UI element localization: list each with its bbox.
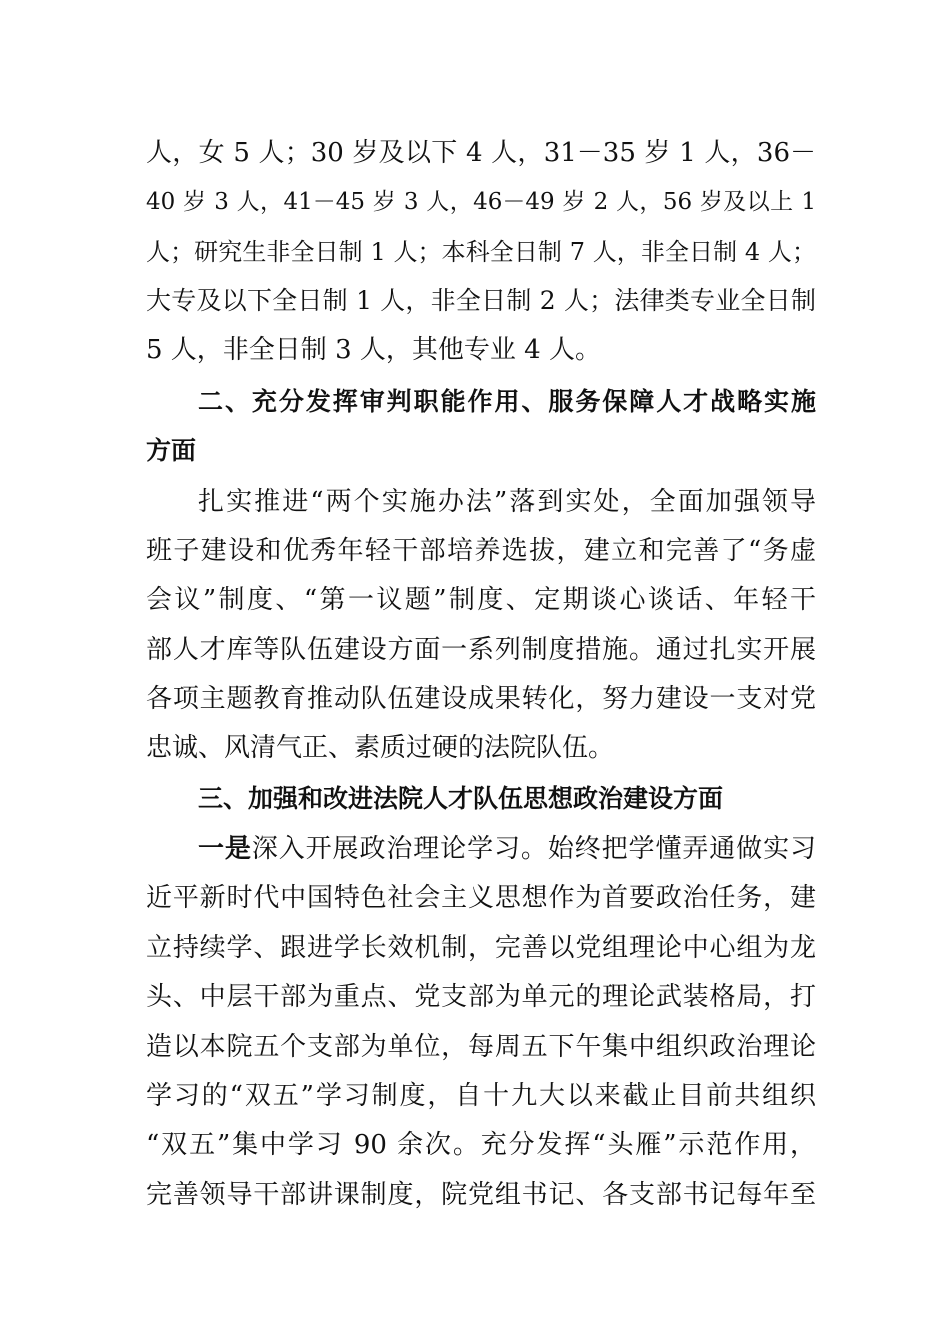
para3-line-6: 学习的“双五”学习制度，自十九大以来截止目前共组织	[146, 1081, 816, 1111]
section-heading-2-line-2: 方面	[146, 436, 197, 465]
para2-line-4: 部人才库等队伍建设方面一系列制度措施。通过扎实开展	[146, 635, 816, 665]
para2-line-3: 会议”制度、“第一议题”制度、定期谈心谈话、年轻干	[146, 585, 816, 615]
para1-line-5: 5 人，非全日制 3 人，其他专业 4 人。	[146, 335, 601, 365]
para3-line-2: 近平新时代中国特色社会主义思想作为首要政治任务，建	[146, 883, 816, 913]
para3-line-1	[198, 829, 816, 869]
para1-line-3: 人；研究生非全日制 1 人；本科全日制 7 人，非全日制 4 人；	[146, 238, 816, 266]
para3-line-4: 头、中层干部为重点、党支部为单元的理论武装格局，打	[146, 982, 816, 1012]
para2-line-2: 班子建设和优秀年轻干部培养选拔，建立和完善了“务虚	[146, 536, 816, 566]
para3-line-1-text: 深入开展政治理论学习。始终把学懂弄通做实习	[251, 834, 816, 864]
para2-line-6: 忠诚、风清气正、素质过硬的法院队伍。	[146, 733, 615, 763]
section-heading-2-line-1: 二、充分发挥审判职能作用、服务保障人才战略实施	[198, 387, 816, 416]
para3-line-3: 立持续学、跟进学长效机制，完善以党组理论中心组为龙	[146, 933, 816, 963]
para1-line-1: 人，女 5 人；30 岁及以下 4 人，31－35 岁 1 人，36－	[146, 138, 816, 168]
para2-line-5: 各项主题教育推动队伍建设成果转化，努力建设一支对党	[146, 684, 816, 714]
para3-line-8: 完善领导干部讲课制度，院党组书记、各支部书记每年至	[146, 1180, 816, 1210]
para3-line-5: 造以本院五个支部为单位，每周五下午集中组织政治理论	[146, 1032, 816, 1062]
para1-line-4: 大专及以下全日制 1 人，非全日制 2 人；法律类专业全日制	[146, 286, 816, 315]
section-heading-3: 三、加强和改进法院人才队伍思想政治建设方面	[198, 784, 724, 813]
para3-lead: 一是	[198, 834, 252, 864]
para1-line-2: 40 岁 3 人，41－45 岁 3 人，46－49 岁 2 人，56 岁及以上 1	[146, 189, 816, 215]
para2-line-1: 扎实推进“两个实施办法”落到实处，全面加强领导	[198, 487, 816, 517]
para3-line-7: “双五”集中学习 90 余次。充分发挥“头雁”示范作用，	[146, 1130, 816, 1160]
